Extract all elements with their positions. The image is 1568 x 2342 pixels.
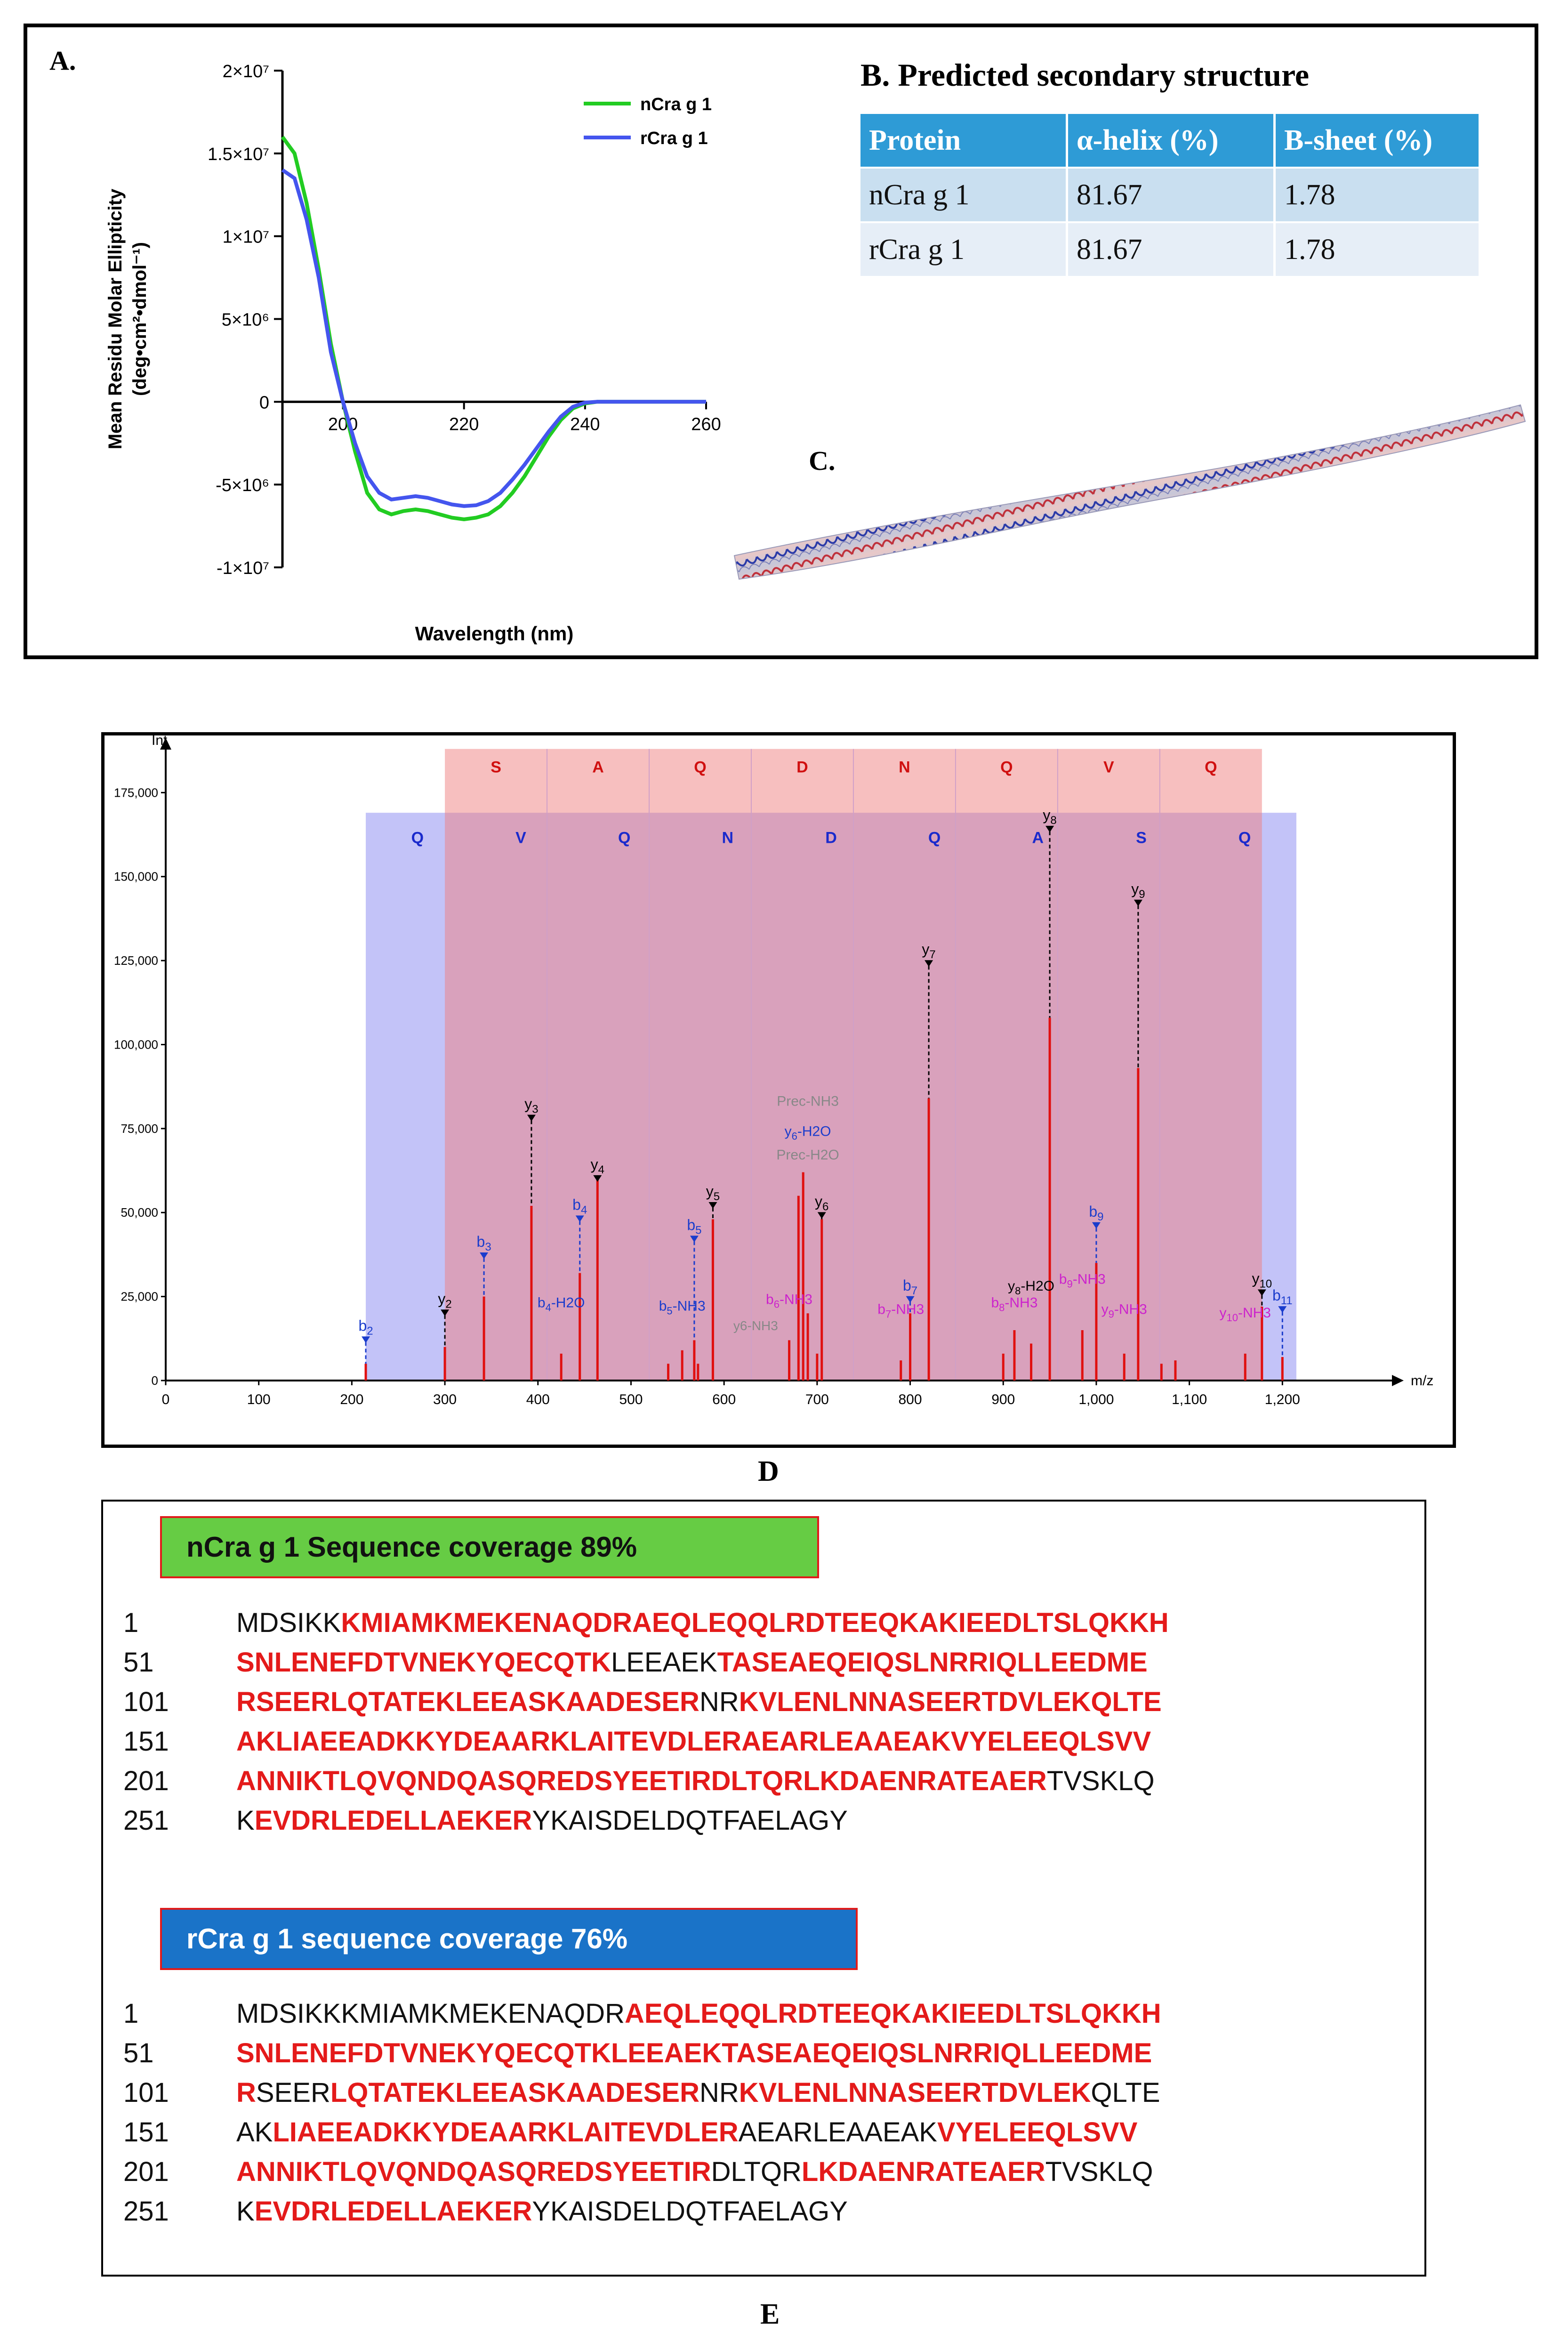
uncovered-segment: YKAISDELDQTFAELAGY <box>532 1805 848 1836</box>
uncovered-segment: TVSKLQ <box>1046 1766 1155 1796</box>
uncovered-segment: MDSIKKKMIAMKMEKENAQDR <box>236 1998 625 2029</box>
uncovered-segment: YKAISDELDQTFAELAGY <box>532 2196 848 2227</box>
annotation-label: $y_9$ <box>1131 880 1145 901</box>
y-tick-label: 125,000 <box>114 953 158 968</box>
x-tick-label: 200 <box>340 1392 364 1407</box>
table-header-cell: B-sheet (%) <box>1275 114 1479 168</box>
annotation-label: $b_9-NH3$ <box>1059 1271 1106 1290</box>
x-tick-label: 260 <box>691 414 721 435</box>
secondary-structure-table <box>860 114 1479 276</box>
uncovered-segment: DLTQR <box>711 2156 802 2187</box>
x-tick-label: 600 <box>712 1392 736 1407</box>
residue-number: 101 <box>123 2077 169 2108</box>
x-axis-title: m/z <box>1411 1373 1434 1389</box>
y-residue-letter: D <box>825 829 837 847</box>
covered-segment: LIAEEADKKYDEAARKLAITEVDLER <box>273 2117 739 2148</box>
residue-number: 1 <box>123 1607 139 1638</box>
x-axis-title: Wavelength (nm) <box>415 622 574 645</box>
sequence-line <box>123 1682 1413 1722</box>
sequence-line <box>123 2034 1413 2073</box>
sequence-line <box>123 1603 1413 1643</box>
sequence-line <box>123 2152 1413 2192</box>
covered-segment: ANNIKTLQVQNDQASQREDSYEETIR <box>236 2156 711 2187</box>
sequence-line <box>123 1643 1413 1682</box>
annotation-label: $b_2$ <box>358 1317 373 1338</box>
y-tick-label: 75,000 <box>121 1121 158 1136</box>
protein-structure-image <box>725 386 1535 612</box>
annotation-label: $y_9-NH3$ <box>1101 1301 1147 1320</box>
uncovered-segment: K <box>236 2196 255 2227</box>
sequence-line <box>123 2073 1413 2113</box>
annotation-label: $y_7$ <box>922 941 936 961</box>
b-residue-letter: A <box>592 758 604 776</box>
covered-segment: KVLENLNNASEERTDVLEKQLTE <box>739 1687 1162 1717</box>
annotation-label: $y_3$ <box>524 1095 539 1116</box>
b-residue-letter: Q <box>1205 758 1217 776</box>
b-residue-letter: D <box>796 758 808 776</box>
b-residue-letter: V <box>1103 758 1114 776</box>
x-tick-label: 800 <box>898 1392 922 1407</box>
y-tick-label: 25,000 <box>121 1289 158 1304</box>
y-tick-label: 100,000 <box>114 1037 158 1052</box>
covered-segment: VYELEEQLSVV <box>937 2117 1138 2148</box>
residue-number: 251 <box>123 1805 169 1836</box>
y-axis-title: Int <box>152 735 168 748</box>
y-tick-label: 150,000 <box>114 869 158 884</box>
series-line-nCra-g-1 <box>282 137 706 519</box>
residue-number: 151 <box>123 2117 169 2148</box>
covered-segment: SNLENEFDTVNEKYQECQTKLEEAEKTASEAEQEIQSLNRRIQLLEEDME <box>236 2038 1152 2068</box>
residue-number: 51 <box>123 2038 154 2068</box>
x-tick-label: 220 <box>449 414 479 435</box>
x-tick-label: 900 <box>991 1392 1015 1407</box>
y-tick-label: 175,000 <box>114 785 158 800</box>
panel-e-label: E <box>760 2298 780 2330</box>
y-residue-letter: N <box>722 829 734 847</box>
annotation-label-secondary: y6-NH3 <box>733 1318 778 1333</box>
table-cell: 1.78 <box>1275 222 1479 276</box>
uncovered-segment: LEEAEK <box>611 1647 717 1678</box>
residue-number: 1 <box>123 1998 139 2029</box>
y-tick-label: 0 <box>151 1373 158 1388</box>
b-residue-letter: Q <box>694 758 707 776</box>
x-tick-label: 100 <box>247 1392 271 1407</box>
x-tick-label: 300 <box>433 1392 457 1407</box>
sequence-line <box>123 1722 1413 1761</box>
x-tick-label: 1,100 <box>1172 1392 1207 1407</box>
uncovered-segment: SEER <box>256 2077 330 2108</box>
x-tick-label: 1,200 <box>1264 1392 1300 1407</box>
y-residue-letter: Q <box>928 829 941 847</box>
uncovered-segment: AK <box>236 2117 273 2148</box>
y-axis-title-line2: (deg•cm²•dmol⁻¹) <box>129 242 150 396</box>
uncovered-segment: MDSIKK <box>236 1607 341 1638</box>
y-tick-label: 0 <box>259 393 269 413</box>
sequence-line <box>123 1994 1413 2034</box>
y-tick-label: 50,000 <box>121 1205 158 1220</box>
panel-b-title: B. Predicted secondary structure <box>860 57 1310 93</box>
annotation-label: $b_4$ <box>572 1196 587 1217</box>
annotation-label: $b_7$ <box>902 1276 918 1297</box>
ncra-sequence-block <box>123 1603 1413 1841</box>
table-row <box>860 168 1479 222</box>
annotation-label: $y_{10}$ <box>1252 1270 1272 1291</box>
annotation-label: $b_8-NH3$ <box>991 1295 1038 1314</box>
annotation-label: $b_5-NH3$ <box>659 1298 706 1317</box>
x-axis-arrow <box>1392 1375 1404 1386</box>
uncovered-segment: TVSKLQ <box>1045 2156 1153 2187</box>
covered-segment: TASEAEQEIQSLNRRIQLLEEDME <box>717 1647 1148 1678</box>
b-residue-letter: Q <box>1000 758 1013 776</box>
annotation-label: $y_6$ <box>815 1193 829 1213</box>
x-tick-label: 700 <box>805 1392 829 1407</box>
sequence-line <box>123 1801 1413 1841</box>
x-tick-label: 240 <box>570 414 600 435</box>
y-tick-label: 1.5×10⁷ <box>207 144 269 164</box>
x-tick-label: 500 <box>619 1392 643 1407</box>
covered-segment: ANNIKTLQVQNDQASQREDSYEETIRDLTQRLKDAENRATEAER <box>236 1766 1047 1796</box>
sequence-line <box>123 1761 1413 1801</box>
y-residue-letter: S <box>1136 829 1147 847</box>
annotation-label: $y_5$ <box>706 1182 720 1203</box>
sequence-line <box>123 2113 1413 2152</box>
panel-a-label: A. <box>49 45 76 76</box>
coiled-coil-ribbon <box>734 405 1525 579</box>
covered-segment: RSEERLQTATEKLEEASKAADESER <box>236 1687 700 1717</box>
annotation-label: $y_{10}-NH3$ <box>1219 1305 1271 1324</box>
annotation-label: $y_6-H2O$ <box>784 1123 831 1142</box>
uncovered-segment: AEARLEAAEAK <box>738 2117 937 2148</box>
annotation-label: $y_4$ <box>590 1155 604 1176</box>
table-cell: nCra g 1 <box>860 168 1067 222</box>
y-residue-letter: Q <box>1238 829 1251 847</box>
annotation-label: $y_8-H2O$ <box>1008 1278 1055 1297</box>
uncovered-segment: K <box>236 1805 255 1836</box>
covered-segment: KVLENLNNASEERTDVLEK <box>739 2077 1091 2108</box>
annotation-label: Prec-H2O <box>776 1147 839 1163</box>
y-tick-label: 5×10⁶ <box>221 310 269 330</box>
covered-segment: AEQLEQQLRDTEEQKAKIEEDLTSLQKKH <box>625 1998 1161 2029</box>
y-tick-label: -1×10⁷ <box>217 558 269 578</box>
covered-segment: EVDRLEDELLAEKER <box>254 1805 532 1836</box>
residue-number: 201 <box>123 2156 169 2187</box>
annotation-label: $y_2$ <box>438 1290 452 1311</box>
cd-spectrum-chart <box>85 57 753 645</box>
table-cell: 81.67 <box>1067 168 1275 222</box>
annotation-label: Prec-NH3 <box>777 1093 839 1109</box>
y-tick-label: 1×10⁷ <box>222 227 269 247</box>
b-residue-letter: N <box>899 758 910 776</box>
y-tick-label: 2×10⁷ <box>222 62 269 81</box>
table-header-cell: Protein <box>860 114 1067 168</box>
panel-c-label: C. <box>809 445 836 476</box>
covered-segment: EVDRLEDELLAEKER <box>254 2196 532 2227</box>
table-cell: rCra g 1 <box>860 222 1067 276</box>
y-residue-letter: Q <box>411 829 424 847</box>
table-row <box>860 222 1479 276</box>
rcra-sequence-block <box>123 1994 1413 2231</box>
covered-segment: LKDAENRATEAER <box>801 2156 1045 2187</box>
table-header-cell: α-helix (%) <box>1067 114 1275 168</box>
covered-segment: SNLENEFDTVNEKYQECQTK <box>236 1647 611 1678</box>
table-cell: 81.67 <box>1067 222 1275 276</box>
legend-label: nCra g 1 <box>640 95 712 114</box>
annotation-label: $b_7-NH3$ <box>877 1301 925 1320</box>
y-residue-letter: Q <box>618 829 631 847</box>
y-residue-letter: A <box>1032 829 1044 847</box>
x-tick-label: 400 <box>526 1392 550 1407</box>
series-line-rCra-g-1 <box>282 170 706 506</box>
table-header-row <box>860 114 1479 168</box>
covered-segment: LQTATEKLEEASKAADESER <box>330 2077 700 2108</box>
residue-number: 251 <box>123 2196 169 2227</box>
covered-segment: R <box>236 2077 256 2108</box>
annotation-label: $b_6-NH3$ <box>766 1292 813 1310</box>
rcra-coverage-title: rCra g 1 sequence coverage 76% <box>160 1908 858 1970</box>
annotation-label: $y_8$ <box>1043 806 1057 827</box>
sequence-line <box>123 2192 1413 2231</box>
panel-d-label: D <box>758 1455 779 1487</box>
uncovered-segment: NR <box>699 1687 739 1717</box>
x-tick-label: 200 <box>328 414 358 435</box>
annotation-label: $b_4-H2O$ <box>537 1295 585 1314</box>
y-tick-label: -5×10⁶ <box>216 476 269 496</box>
table-cell: 1.78 <box>1275 168 1479 222</box>
covered-segment: AKLIAEEADKKYDEAARKLAITEVDLERAEARLEAAEAKVYELEEQLSVV <box>236 1726 1151 1757</box>
residue-number: 201 <box>123 1766 169 1796</box>
y-axis-title-line1: Mean Residu Molar Ellipticity <box>105 188 126 450</box>
y-residue-letter: V <box>515 829 526 847</box>
ncra-coverage-title: nCra g 1 Sequence coverage 89% <box>160 1516 819 1578</box>
legend-label: rCra g 1 <box>640 129 708 148</box>
uncovered-segment: NR <box>699 2077 739 2108</box>
annotation-label: $b_{11}$ <box>1272 1287 1293 1308</box>
b-residue-letter: S <box>491 758 501 776</box>
residue-number: 151 <box>123 1726 169 1757</box>
residue-number: 51 <box>123 1647 154 1678</box>
x-tick-label: 0 <box>161 1392 170 1407</box>
annotation-label: $b_9$ <box>1089 1203 1104 1223</box>
covered-segment: KMIAMKMEKENAQDRAEQLEQQLRDTEEQKAKIEEDLTSLQKKH <box>341 1607 1169 1638</box>
ms-spectrum-chart <box>105 735 1453 1445</box>
x-tick-label: 1,000 <box>1078 1392 1114 1407</box>
annotation-label: $b_5$ <box>687 1216 702 1237</box>
residue-number: 101 <box>123 1687 169 1717</box>
uncovered-segment: QLTE <box>1091 2077 1160 2108</box>
annotation-label: $b_3$ <box>476 1233 491 1253</box>
